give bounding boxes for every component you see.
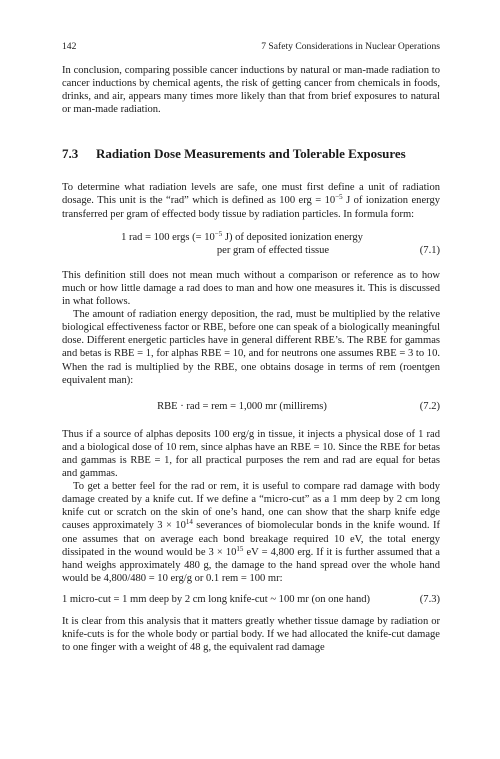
equation-7-2 bbox=[62, 400, 440, 413]
equation-7-1-text-1: 1 rad = 100 ergs (= 10 bbox=[121, 231, 215, 243]
section-title: Radiation Dose Measurements and Tolerable Exposures bbox=[96, 146, 406, 162]
equation-7-1-label: (7.1) bbox=[419, 244, 440, 256]
definition-note-paragraph: This definition still does not mean much without a comparison or reference as to how much or how little damage a rad does to man and how one measures it. This is discussed in what follows. bbox=[62, 269, 440, 308]
equation-7-3-label: (7.3) bbox=[419, 593, 440, 605]
chapter-title: 7 Safety Considerations in Nuclear Operations bbox=[261, 41, 440, 52]
knife-cut-text-2: severances of biomolecular bonds in the knife wound. If one assumes that on average each bond breakage required 10 eV, the total energy dissipated in the wound would be 3 × 10 bbox=[62, 520, 440, 558]
equation-7-1-line-1 bbox=[62, 231, 422, 244]
conclusion-paragraph: It is clear from this analysis that it matters greatly whether tissue damage by radiation or knife-cuts is for the whole body or partial body. If we had allocated the knife-cut damage to one finger with a weight of 48 g, the equivalent rad damage bbox=[62, 616, 440, 654]
equation-7-3-body: 1 micro-cut = 1 mm deep by 2 cm long knife-cut ~ 100 mr (on one hand) bbox=[62, 593, 371, 605]
equation-7-2-body: RBE · rad = rem = 1,000 mr (millirems) bbox=[157, 400, 327, 412]
rad-definition-text-1: To determine what radiation levels are safe, one must first define a unit of radiation dosage. This unit is the “rad” which is defined as 100 erg = 10 bbox=[62, 182, 440, 207]
knife-cut-exponent-1: 14 bbox=[185, 518, 193, 527]
equation-7-1-line-2: per gram of effected tissue bbox=[216, 244, 330, 256]
rad-definition-paragraph bbox=[62, 181, 440, 220]
knife-cut-exponent-2: 15 bbox=[236, 544, 244, 553]
section-number: 7.3 bbox=[62, 146, 79, 162]
alphas-paragraph: Thus if a source of alphas deposits 100 erg/g in tissue, it injects a physical dose of 1 rad and a biological dose of 10 rem, since alphas have an RBE = 10. Since the RBE for betas and gammas is RBE = 1, for all practical purposes the rem and rad are equal for betas and gammas. bbox=[62, 428, 440, 480]
equation-7-3 bbox=[62, 593, 440, 606]
rad-definition-text-2: J of ionization energy transferred per gram of effected body tissue by radiation particles. In formula form: bbox=[62, 195, 440, 220]
knife-cut-text-1: To get a better feel for the rad or rem, it is useful to compare rad damage with body damage created by a knife cut. If we define a “micro-cut” as a 1 mm deep by 2 cm long knife cut or scratch on the skin of one’s hand, one can show that the sharp knife edge causes approximately 3 × 10 bbox=[62, 481, 440, 532]
equation-7-2-label: (7.2) bbox=[419, 400, 440, 412]
intro-paragraph: In conclusion, comparing possible cancer inductions by natural or man-made radiation to cancer inductions by chemical agents, the risk of getting cancer from chemicals in foods, drinks, and air, appears many times more likely than that from brief exposures to natural or man-made radiation. bbox=[62, 65, 440, 116]
equation-7-1-text-2: J) of deposited ionization energy bbox=[222, 231, 363, 243]
knife-cut-text-3: eV = 4,800 erg. If it is further assumed that a hand weighs approximately 480 g, the damage to the hand spread over the whole hand would be 4,800/480 = 10 erg/g or 0.1 rem = 100 mr: bbox=[62, 546, 440, 584]
equation-7-1 bbox=[62, 231, 440, 257]
equation-7-1-exponent: −5 bbox=[214, 229, 223, 238]
page-number: 142 bbox=[62, 41, 77, 52]
rad-definition-exponent: −5 bbox=[335, 193, 343, 202]
rbe-paragraph: The amount of radiation energy deposition, the rad, must be multiplied by the relative biological effectiveness factor or RBE, before one can speak of a biologically meaningful dose. Different energetic particles have in general different RBE’s. The RBE for gammas and betas is RBE = 1, for alphas RBE = 10, and for neutrons one assumes RBE = 3 to 10. When the rad is multiplied by the RBE, one obtains dosage in terms of rem (roentgen equivalent man): bbox=[62, 309, 440, 386]
body-text bbox=[62, 64, 440, 654]
knife-cut-paragraph bbox=[62, 480, 440, 585]
section-heading bbox=[62, 146, 440, 162]
